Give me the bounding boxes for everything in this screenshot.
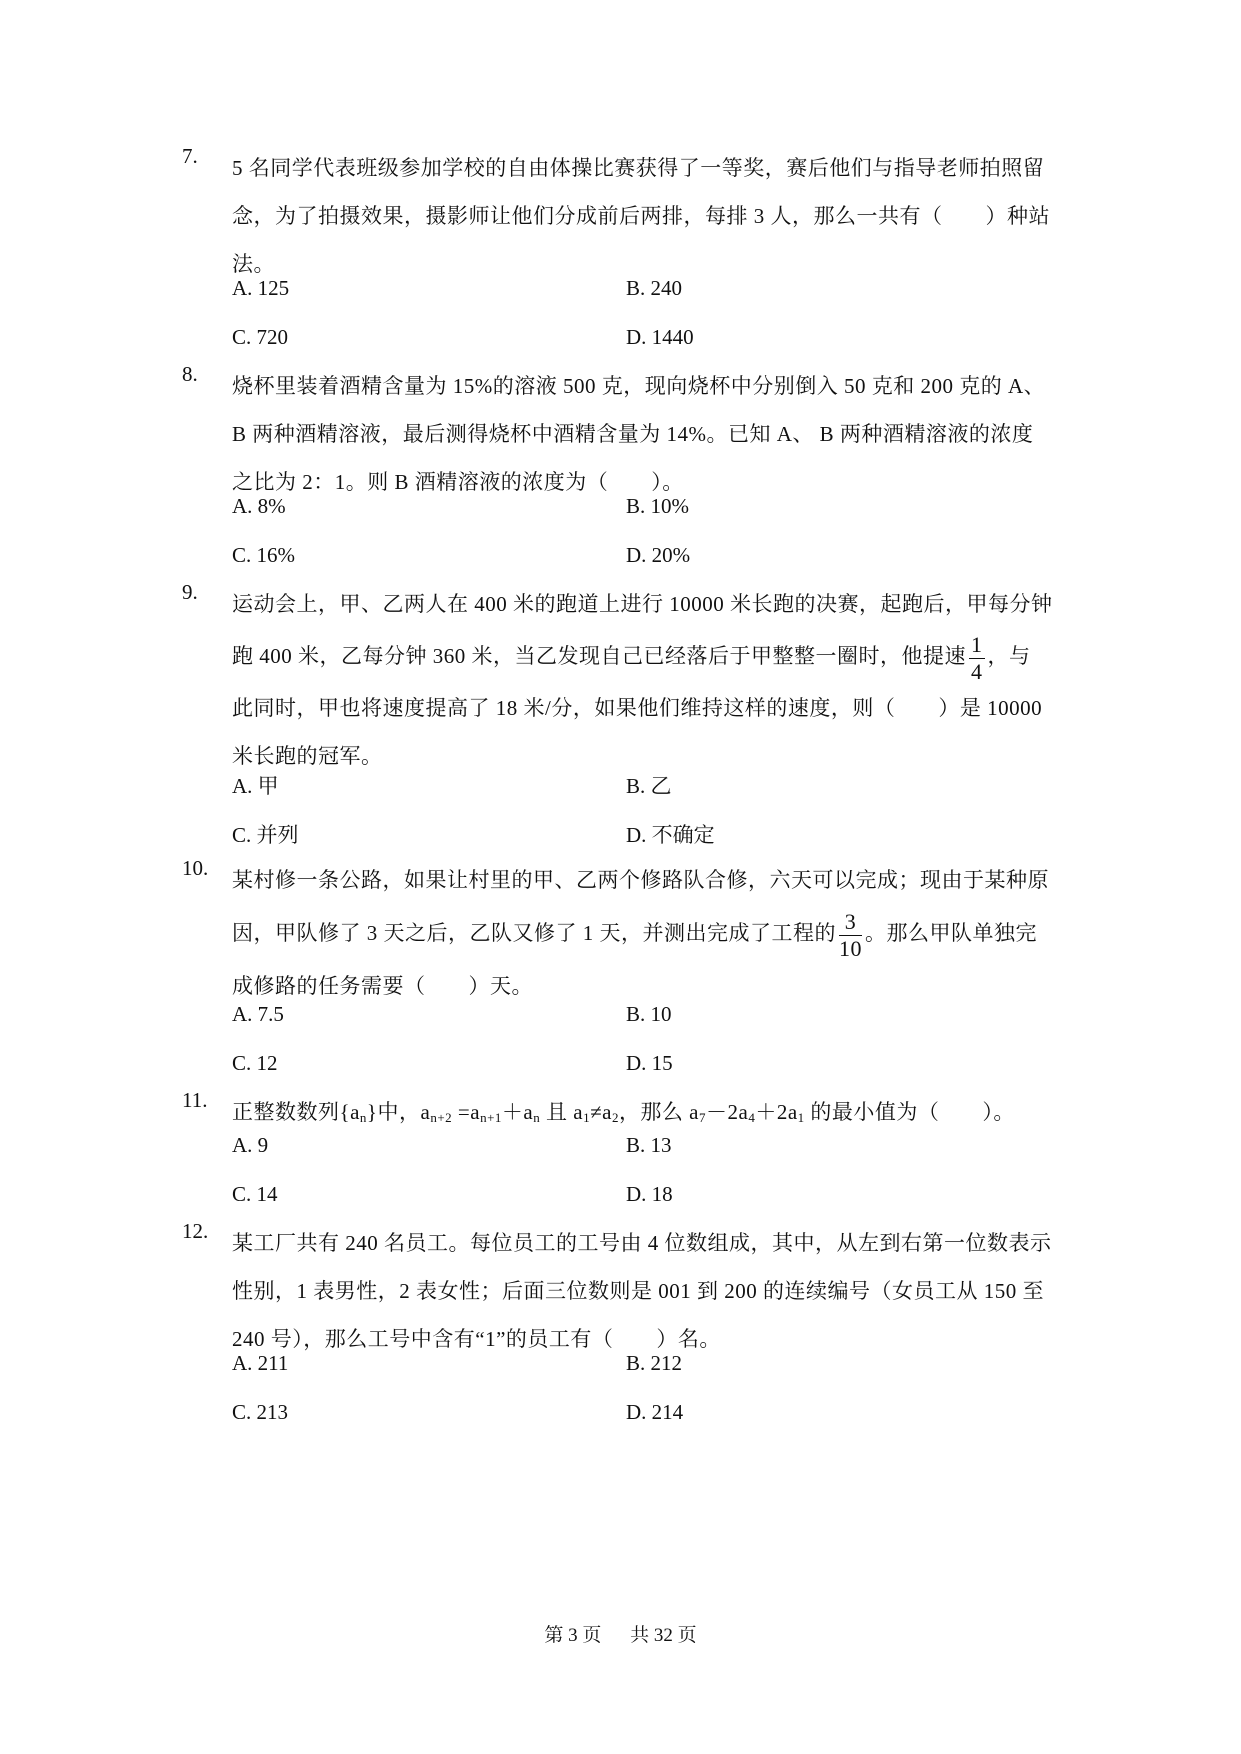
- option-b[interactable]: B. 10: [626, 1002, 672, 1026]
- question-line: [232, 628, 1070, 684]
- option-d[interactable]: D. 不确定: [626, 823, 715, 847]
- question-line: 某村修一条公路，如果让村里的甲、乙两个修路队合修，六天可以完成；现由于某种原: [232, 868, 1049, 892]
- option-b[interactable]: B. 乙: [626, 774, 672, 798]
- option-d[interactable]: D. 20%: [626, 543, 691, 567]
- question-number: 12.: [182, 1219, 209, 1243]
- question-number: 8.: [182, 362, 198, 386]
- question-text: [232, 1088, 1070, 1136]
- option-c[interactable]: C. 213: [232, 1400, 289, 1424]
- option-a[interactable]: A. 211: [232, 1351, 289, 1375]
- subscript: n: [359, 1110, 367, 1125]
- text-part: －2a: [706, 1100, 749, 1124]
- question-line: [232, 1088, 1070, 1136]
- subscript: n: [533, 1110, 541, 1125]
- fraction: [969, 631, 985, 684]
- subscript: n+1: [480, 1110, 502, 1125]
- text-part: 正整数数列{a: [232, 1100, 360, 1124]
- question-line: 此同时，甲也将速度提高了 18 米/分，如果他们维持这样的速度，则（ ）是 10000: [232, 696, 1043, 720]
- options-9: [232, 770, 1032, 868]
- question-line: 念，为了拍摄效果，摄影师让他们分成前后两排，每排 3 人，那么一共有（ ）种站: [232, 204, 1050, 228]
- question-line-part: 跑 400 米，乙每分钟 360 米，当乙发现自己已经落后于甲整整一圈时，他提速: [232, 644, 966, 668]
- options-11: [232, 1133, 1032, 1231]
- question-line: 性别，1 表男性，2 表女性；后面三位数则是 001 到 200 的连续编号（女员工从 150 至: [232, 1279, 1044, 1303]
- text-part: ≠a: [590, 1100, 612, 1124]
- question-line: 烧杯里装着酒精含量为 15%的溶液 500 克，现向烧杯中分别倒入 50 克和 200 克的 A、: [232, 374, 1046, 398]
- option-d[interactable]: D. 1440: [626, 325, 694, 349]
- question-11: [182, 1088, 1070, 1136]
- question-line: 法。: [232, 252, 275, 276]
- text-part: ＋a: [501, 1100, 534, 1124]
- text-part: }中，a: [366, 1100, 431, 1124]
- option-a[interactable]: A. 9: [232, 1133, 269, 1157]
- question-12: [182, 1219, 1070, 1363]
- option-c[interactable]: C. 720: [232, 325, 289, 349]
- subscript: 4: [748, 1110, 756, 1125]
- question-number: 9.: [182, 580, 198, 604]
- question-text: [232, 580, 1070, 780]
- page-total: 共 32 页: [630, 1625, 697, 1646]
- question-text: [232, 856, 1070, 1010]
- fraction-denominator: 4: [971, 658, 983, 684]
- text-part: 且 a: [540, 1100, 584, 1124]
- option-d[interactable]: D. 18: [626, 1182, 673, 1206]
- question-line-part: 因，甲队修了 3 天之后，乙队又修了 1 天，并测出完成了工程的: [232, 921, 836, 945]
- option-c[interactable]: C. 12: [232, 1051, 278, 1075]
- question-line: 某工厂共有 240 名员工。每位员工的工号由 4 位数组成，其中，从左到右第一位数表示: [232, 1231, 1052, 1255]
- option-a[interactable]: A. 8%: [232, 494, 286, 518]
- subscript: 1: [583, 1110, 591, 1125]
- question-text: [232, 144, 1070, 288]
- subscript: 2: [611, 1110, 619, 1125]
- page-number: 第 3 页: [544, 1625, 602, 1646]
- option-b[interactable]: B. 212: [626, 1351, 683, 1375]
- fraction-numerator: 1: [971, 631, 983, 657]
- question-line: 运动会上，甲、乙两人在 400 米的跑道上进行 10000 米长跑的决赛，起跑后，甲每分钟: [232, 592, 1053, 616]
- options-12: [232, 1351, 1032, 1449]
- subscript: 1: [797, 1110, 805, 1125]
- question-8: [182, 362, 1070, 506]
- options-10: [232, 1002, 1032, 1100]
- question-line: 240 号），那么工号中含有“1”的员工有（ ）名。: [232, 1327, 721, 1351]
- question-number: 7.: [182, 144, 198, 168]
- option-d[interactable]: D. 214: [626, 1400, 684, 1424]
- options-8: [232, 494, 1032, 592]
- question-number: 10.: [182, 856, 209, 880]
- question-line: B 两种酒精溶液，最后测得烧杯中酒精含量为 14%。已知 A、 B 两种酒精溶液的浓度: [232, 422, 1034, 446]
- text-part: ，那么 a: [618, 1100, 700, 1124]
- subscript: 7: [699, 1110, 707, 1125]
- page-footer: [0, 1620, 1241, 1647]
- option-b[interactable]: B. 10%: [626, 494, 689, 518]
- question-7: [182, 144, 1070, 288]
- option-c[interactable]: C. 14: [232, 1182, 278, 1206]
- fraction: [839, 908, 862, 961]
- text-part: ＋2a: [755, 1100, 798, 1124]
- text-part: =a: [452, 1100, 481, 1124]
- question-9: [182, 580, 1070, 780]
- option-a[interactable]: A. 甲: [232, 774, 279, 798]
- option-a[interactable]: A. 125: [232, 276, 290, 300]
- question-text: [232, 1219, 1070, 1363]
- question-text: [232, 362, 1070, 506]
- option-b[interactable]: B. 240: [626, 276, 683, 300]
- question-line: 米长跑的冠军。: [232, 744, 383, 768]
- option-b[interactable]: B. 13: [626, 1133, 672, 1157]
- question-line-part: ，与: [987, 644, 1031, 668]
- question-10: [182, 856, 1070, 1010]
- question-line: 之比为 2：1。则 B 酒精溶液的浓度为（ ）。: [232, 470, 684, 494]
- option-c[interactable]: C. 16%: [232, 543, 295, 567]
- question-line: [232, 904, 1070, 962]
- text-part: 的最小值为（ ）。: [804, 1100, 1015, 1124]
- options-7: [232, 276, 1032, 374]
- question-line: 5 名同学代表班级参加学校的自由体操比赛获得了一等奖，赛后他们与指导老师拍照留: [232, 156, 1045, 180]
- question-line: 成修路的任务需要（ ）天。: [232, 974, 533, 998]
- question-line-part: 。那么甲队单独完: [865, 921, 1037, 945]
- question-number: 11.: [182, 1088, 208, 1112]
- option-a[interactable]: A. 7.5: [232, 1002, 284, 1026]
- fraction-numerator: 3: [839, 911, 862, 936]
- option-c[interactable]: C. 并列: [232, 823, 299, 847]
- fraction-denominator: 10: [839, 935, 862, 961]
- subscript: n+2: [430, 1110, 453, 1125]
- option-d[interactable]: D. 15: [626, 1051, 673, 1075]
